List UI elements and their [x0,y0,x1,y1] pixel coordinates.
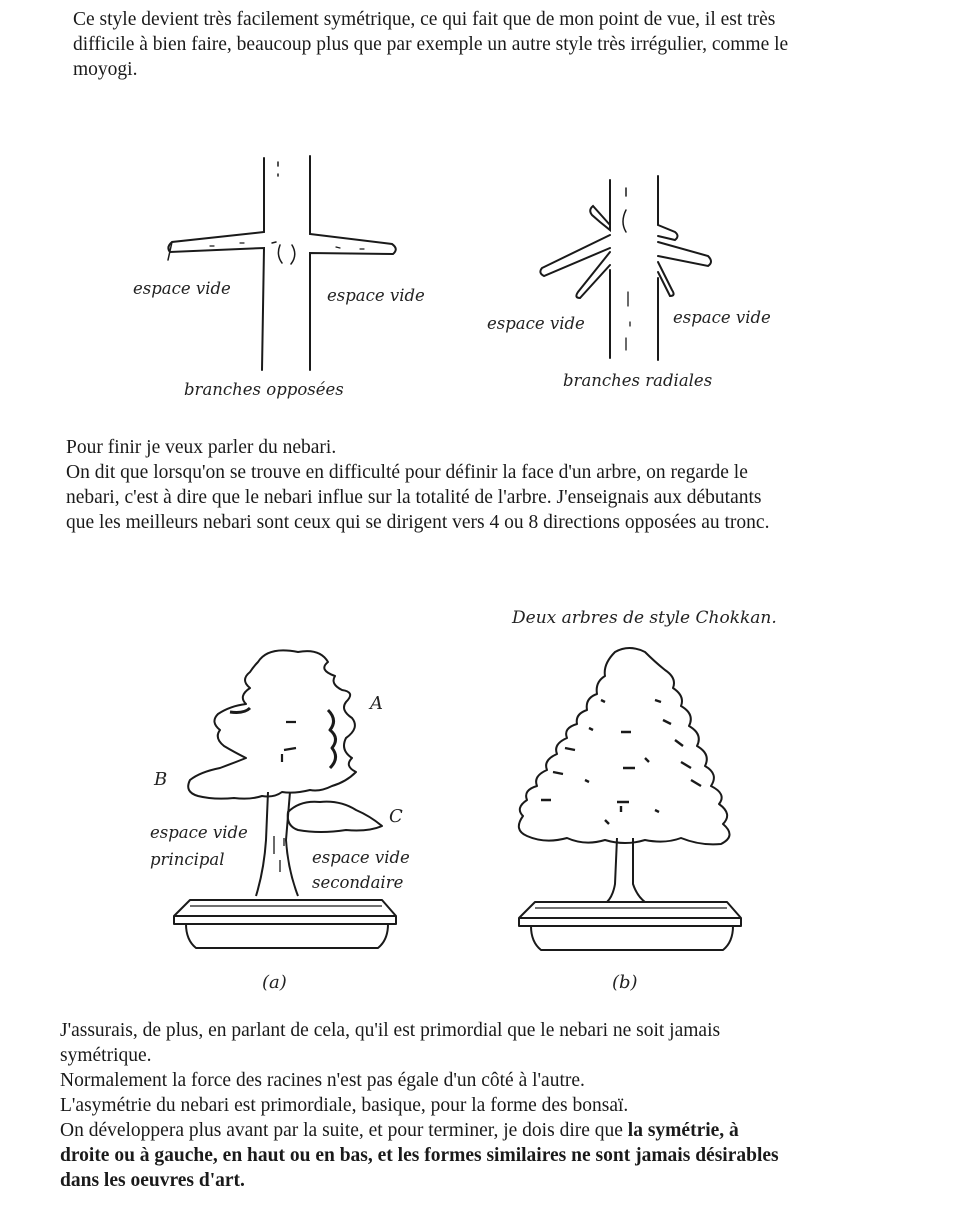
branch-left [540,235,610,276]
text-line-mixed [60,1118,890,1143]
text-line: moyogi. [73,59,138,80]
foliage-b [519,648,730,844]
trunk-left-side [168,158,264,370]
label-espace-vide-left-1: espace vide [133,279,231,298]
text-line-bold: droite ou à gauche, en haut ou en bas, et les formes similaires ne sont jamais désirables [60,1145,779,1166]
foliage-a [188,650,356,798]
label-espace-vide-secondaire-1: espace vide [312,848,410,867]
label-espace-vide-secondaire-2: secondaire [312,873,404,892]
text-line: nebari, c'est à dire que le nebari influe sur la totalité de l'arbre. J'enseignais aux débutants [66,487,762,508]
paragraph-nebari [66,435,896,535]
figure-branches-radiales [530,170,730,365]
text-line: Pour finir je veux parler du nebari. [66,437,337,458]
trunk-upper-right [658,176,678,240]
figure-branches-opposees [160,150,440,380]
pot-b [519,902,741,950]
text-line: Normalement la force des racines n'est pas égale d'un côté à l'autre. [60,1070,585,1091]
mark-b: B [154,769,168,790]
mark-a: A [370,693,383,714]
text-line: difficile à bien faire, beaucoup plus que par exemple un autre style très irrégulier, comme le [73,34,789,55]
branch-right [658,242,711,266]
text-line: Ce style devient très facilement symétrique, ce qui fait que de mon point de vue, il est très [73,9,776,30]
label-espace-vide-principal-1: espace vide [150,823,248,842]
caption-tree-b: (b) [612,972,638,993]
tree-illustration-b [505,640,755,960]
trunk-upper-left [590,180,610,230]
text-line: que les meilleurs nebari sont ceux qui se dirigent vers 4 ou 8 directions opposées au tronc. [66,512,770,533]
label-espace-vide-right-1: espace vide [327,286,425,305]
text-line-bold: dans les oeuvres d'art. [60,1170,245,1191]
caption-branches-radiales: branches radiales [563,371,713,390]
mark-c: C [389,806,403,827]
label-espace-vide-principal-2: principal [150,850,225,869]
caption-tree-a: (a) [262,972,287,993]
caption-branches-opposees: branches opposées [184,380,344,399]
branch-left-front [576,252,610,298]
label-espace-vide-right-2: espace vide [673,308,771,327]
text-bold: la symétrie, à [627,1120,739,1141]
text-normal: On développera plus avant par la suite, et pour terminer, je dois dire que [60,1120,628,1141]
paragraph-asymetrie [60,1018,890,1193]
text-line: L'asymétrie du nebari est primordiale, basique, pour la forme des bonsaï. [60,1095,629,1116]
branch-right-front [658,262,674,296]
text-line: symétrique. [60,1045,152,1066]
foliage-c [288,802,382,832]
text-line: J'assurais, de plus, en parlant de cela, qu'il est primordial que le nebari ne soit jamais [60,1020,721,1041]
paragraph-intro [73,7,893,82]
tree-illustration-a [170,640,400,960]
text-line: On dit que lorsqu'on se trouve en difficulté pour définir la face d'un arbre, on regarde le [66,462,748,483]
figure-title-chokkan: Deux arbres de style Chokkan. [512,608,777,628]
pot-a [174,900,396,948]
trunk-b [607,838,645,902]
trunk-right-side [310,156,396,370]
label-espace-vide-left-2: espace vide [487,314,585,333]
